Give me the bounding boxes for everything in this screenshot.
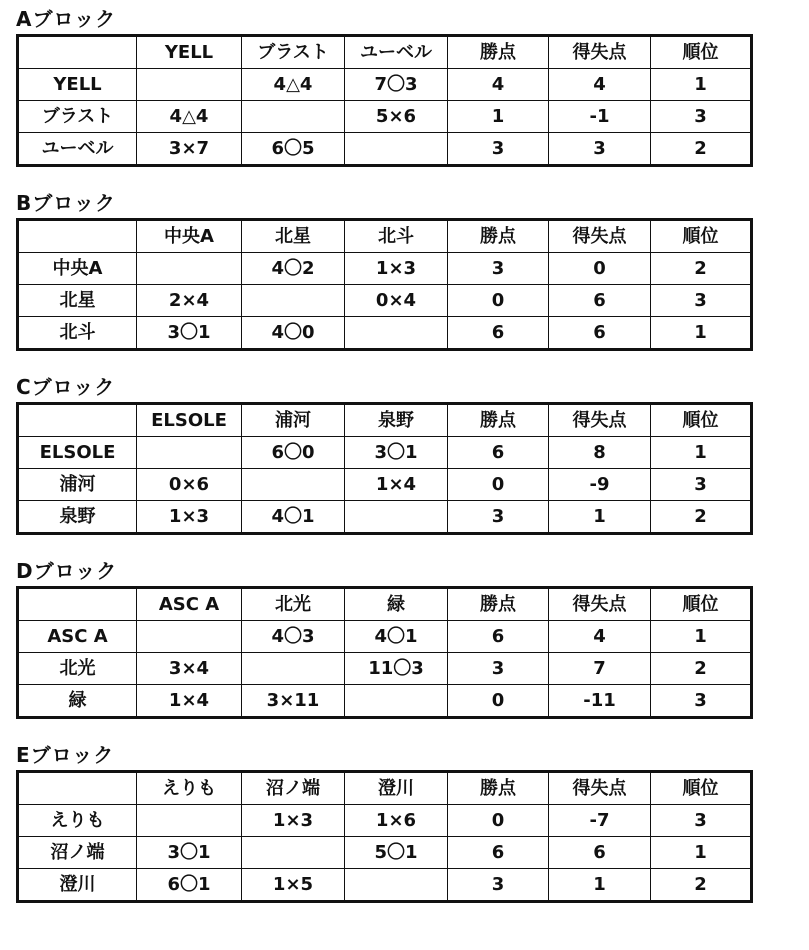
result-cell: 1×5 xyxy=(242,869,345,902)
result-cell: 0×4 xyxy=(345,285,448,317)
goal-diff-header: 得失点 xyxy=(549,772,651,805)
result-cell: 4△4 xyxy=(242,69,345,101)
table-row xyxy=(18,805,752,837)
points-header: 勝点 xyxy=(448,588,549,621)
self-match-cell xyxy=(137,253,242,285)
points-cell: 0 xyxy=(448,469,549,501)
goal-diff-cell: 8 xyxy=(549,437,651,469)
opponent-header: 北星 xyxy=(242,220,345,253)
goal-diff-cell: -11 xyxy=(549,685,651,718)
result-cell: 0×6 xyxy=(137,469,242,501)
opponent-header: ELSOLE xyxy=(137,404,242,437)
block-e xyxy=(16,740,750,903)
opponent-header: 中央A xyxy=(137,220,242,253)
points-cell: 0 xyxy=(448,805,549,837)
goal-diff-cell: -7 xyxy=(549,805,651,837)
points-cell: 0 xyxy=(448,685,549,718)
points-cell: 3 xyxy=(448,133,549,166)
result-cell: 3×7 xyxy=(137,133,242,166)
result-cell: 3〇1 xyxy=(137,317,242,350)
league-table xyxy=(16,586,753,719)
result-cell: 6〇5 xyxy=(242,133,345,166)
result-cell: 11〇3 xyxy=(345,653,448,685)
rank-cell: 2 xyxy=(651,253,752,285)
goal-diff-header: 得失点 xyxy=(549,220,651,253)
block-title: Cブロック xyxy=(16,375,116,399)
table-row xyxy=(18,653,752,685)
goal-diff-cell: 4 xyxy=(549,69,651,101)
result-cell: 1×6 xyxy=(345,805,448,837)
self-match-cell xyxy=(137,437,242,469)
rank-header: 順位 xyxy=(651,772,752,805)
rank-cell: 1 xyxy=(651,837,752,869)
header-row xyxy=(18,220,752,253)
opponent-header: ASC A xyxy=(137,588,242,621)
team-name-cell: 北光 xyxy=(18,653,137,685)
block-a xyxy=(16,4,750,167)
result-cell: 1×3 xyxy=(345,253,448,285)
team-name-cell: ELSOLE xyxy=(18,437,137,469)
league-table xyxy=(16,218,753,351)
opponent-header: 浦河 xyxy=(242,404,345,437)
header-row xyxy=(18,588,752,621)
goal-diff-cell: 1 xyxy=(549,869,651,902)
result-cell: 5〇1 xyxy=(345,837,448,869)
goal-diff-cell: 6 xyxy=(549,837,651,869)
result-cell: 1×4 xyxy=(345,469,448,501)
result-cell: 3×11 xyxy=(242,685,345,718)
team-name-cell: YELL xyxy=(18,69,137,101)
team-name-cell: ユーベル xyxy=(18,133,137,166)
team-name-cell: 泉野 xyxy=(18,501,137,534)
block-title: Aブロック xyxy=(16,7,117,31)
team-name-cell: 沼ノ端 xyxy=(18,837,137,869)
points-header: 勝点 xyxy=(448,220,549,253)
goal-diff-cell: 1 xyxy=(549,501,651,534)
rank-cell: 2 xyxy=(651,653,752,685)
opponent-header: 緑 xyxy=(345,588,448,621)
result-cell: 4〇2 xyxy=(242,253,345,285)
table-row xyxy=(18,101,752,133)
rank-cell: 2 xyxy=(651,133,752,166)
league-table xyxy=(16,770,753,903)
result-cell: 4〇0 xyxy=(242,317,345,350)
corner-cell xyxy=(18,220,137,253)
table-row xyxy=(18,685,752,718)
rank-cell: 1 xyxy=(651,621,752,653)
corner-cell xyxy=(18,772,137,805)
opponent-header: ブラスト xyxy=(242,36,345,69)
result-cell: 1×4 xyxy=(137,685,242,718)
team-name-cell: 浦河 xyxy=(18,469,137,501)
table-row xyxy=(18,837,752,869)
rank-cell: 3 xyxy=(651,685,752,718)
table-row xyxy=(18,285,752,317)
table-row xyxy=(18,437,752,469)
rank-cell: 3 xyxy=(651,805,752,837)
points-cell: 6 xyxy=(448,317,549,350)
result-cell: 4〇3 xyxy=(242,621,345,653)
points-cell: 0 xyxy=(448,285,549,317)
result-cell: 4△4 xyxy=(137,101,242,133)
opponent-header: 泉野 xyxy=(345,404,448,437)
goal-diff-cell: 6 xyxy=(549,285,651,317)
league-table xyxy=(16,34,753,167)
corner-cell xyxy=(18,36,137,69)
team-name-cell: 北星 xyxy=(18,285,137,317)
result-cell: 1×3 xyxy=(137,501,242,534)
rank-header: 順位 xyxy=(651,220,752,253)
rank-header: 順位 xyxy=(651,588,752,621)
self-match-cell xyxy=(137,805,242,837)
goal-diff-cell: 6 xyxy=(549,317,651,350)
result-cell: 4〇1 xyxy=(345,621,448,653)
block-title: Bブロック xyxy=(16,191,116,215)
result-cell: 6〇1 xyxy=(137,869,242,902)
opponent-header: えりも xyxy=(137,772,242,805)
goal-diff-cell: -9 xyxy=(549,469,651,501)
self-match-cell xyxy=(345,133,448,166)
team-name-cell: 緑 xyxy=(18,685,137,718)
self-match-cell xyxy=(345,869,448,902)
points-cell: 3 xyxy=(448,253,549,285)
opponent-header: 沼ノ端 xyxy=(242,772,345,805)
self-match-cell xyxy=(242,285,345,317)
result-cell: 3〇1 xyxy=(137,837,242,869)
goal-diff-header: 得失点 xyxy=(549,588,651,621)
table-row xyxy=(18,501,752,534)
opponent-header: 澄川 xyxy=(345,772,448,805)
opponent-header: ユーベル xyxy=(345,36,448,69)
rank-cell: 3 xyxy=(651,469,752,501)
result-cell: 3×4 xyxy=(137,653,242,685)
goal-diff-header: 得失点 xyxy=(549,36,651,69)
self-match-cell xyxy=(137,69,242,101)
points-cell: 1 xyxy=(448,101,549,133)
team-name-cell: 澄川 xyxy=(18,869,137,902)
result-cell: 5×6 xyxy=(345,101,448,133)
points-cell: 4 xyxy=(448,69,549,101)
rank-cell: 1 xyxy=(651,69,752,101)
team-name-cell: 中央A xyxy=(18,253,137,285)
result-cell: 7〇3 xyxy=(345,69,448,101)
rank-cell: 2 xyxy=(651,869,752,902)
points-cell: 6 xyxy=(448,621,549,653)
self-match-cell xyxy=(242,101,345,133)
self-match-cell xyxy=(242,837,345,869)
result-cell: 1×3 xyxy=(242,805,345,837)
result-cell: 2×4 xyxy=(137,285,242,317)
self-match-cell xyxy=(345,317,448,350)
table-row xyxy=(18,869,752,902)
points-header: 勝点 xyxy=(448,772,549,805)
team-name-cell: ASC A xyxy=(18,621,137,653)
points-cell: 6 xyxy=(448,437,549,469)
block-title: Eブロック xyxy=(16,743,115,767)
points-header: 勝点 xyxy=(448,36,549,69)
goal-diff-cell: 3 xyxy=(549,133,651,166)
points-header: 勝点 xyxy=(448,404,549,437)
self-match-cell xyxy=(242,469,345,501)
opponent-header: 北斗 xyxy=(345,220,448,253)
goal-diff-cell: 7 xyxy=(549,653,651,685)
rank-cell: 1 xyxy=(651,437,752,469)
table-row xyxy=(18,621,752,653)
block-d xyxy=(16,556,750,719)
result-cell: 3〇1 xyxy=(345,437,448,469)
league-table xyxy=(16,402,753,535)
block-title: Dブロック xyxy=(16,559,118,583)
self-match-cell xyxy=(345,685,448,718)
rank-cell: 2 xyxy=(651,501,752,534)
team-name-cell: 北斗 xyxy=(18,317,137,350)
goal-diff-cell: 4 xyxy=(549,621,651,653)
header-row xyxy=(18,36,752,69)
opponent-header: YELL xyxy=(137,36,242,69)
goal-diff-cell: 0 xyxy=(549,253,651,285)
table-row xyxy=(18,253,752,285)
rank-cell: 3 xyxy=(651,101,752,133)
team-name-cell: ブラスト xyxy=(18,101,137,133)
points-cell: 3 xyxy=(448,869,549,902)
self-match-cell xyxy=(137,621,242,653)
self-match-cell xyxy=(242,653,345,685)
points-cell: 6 xyxy=(448,837,549,869)
self-match-cell xyxy=(345,501,448,534)
rank-header: 順位 xyxy=(651,36,752,69)
table-row xyxy=(18,469,752,501)
table-row xyxy=(18,69,752,101)
result-cell: 6〇0 xyxy=(242,437,345,469)
rank-cell: 3 xyxy=(651,285,752,317)
table-row xyxy=(18,317,752,350)
block-b xyxy=(16,188,750,351)
goal-diff-header: 得失点 xyxy=(549,404,651,437)
header-row xyxy=(18,772,752,805)
rank-header: 順位 xyxy=(651,404,752,437)
table-row xyxy=(18,133,752,166)
points-cell: 3 xyxy=(448,501,549,534)
team-name-cell: えりも xyxy=(18,805,137,837)
goal-diff-cell: -1 xyxy=(549,101,651,133)
result-cell: 4〇1 xyxy=(242,501,345,534)
corner-cell xyxy=(18,404,137,437)
block-c xyxy=(16,372,750,535)
opponent-header: 北光 xyxy=(242,588,345,621)
rank-cell: 1 xyxy=(651,317,752,350)
corner-cell xyxy=(18,588,137,621)
points-cell: 3 xyxy=(448,653,549,685)
header-row xyxy=(18,404,752,437)
